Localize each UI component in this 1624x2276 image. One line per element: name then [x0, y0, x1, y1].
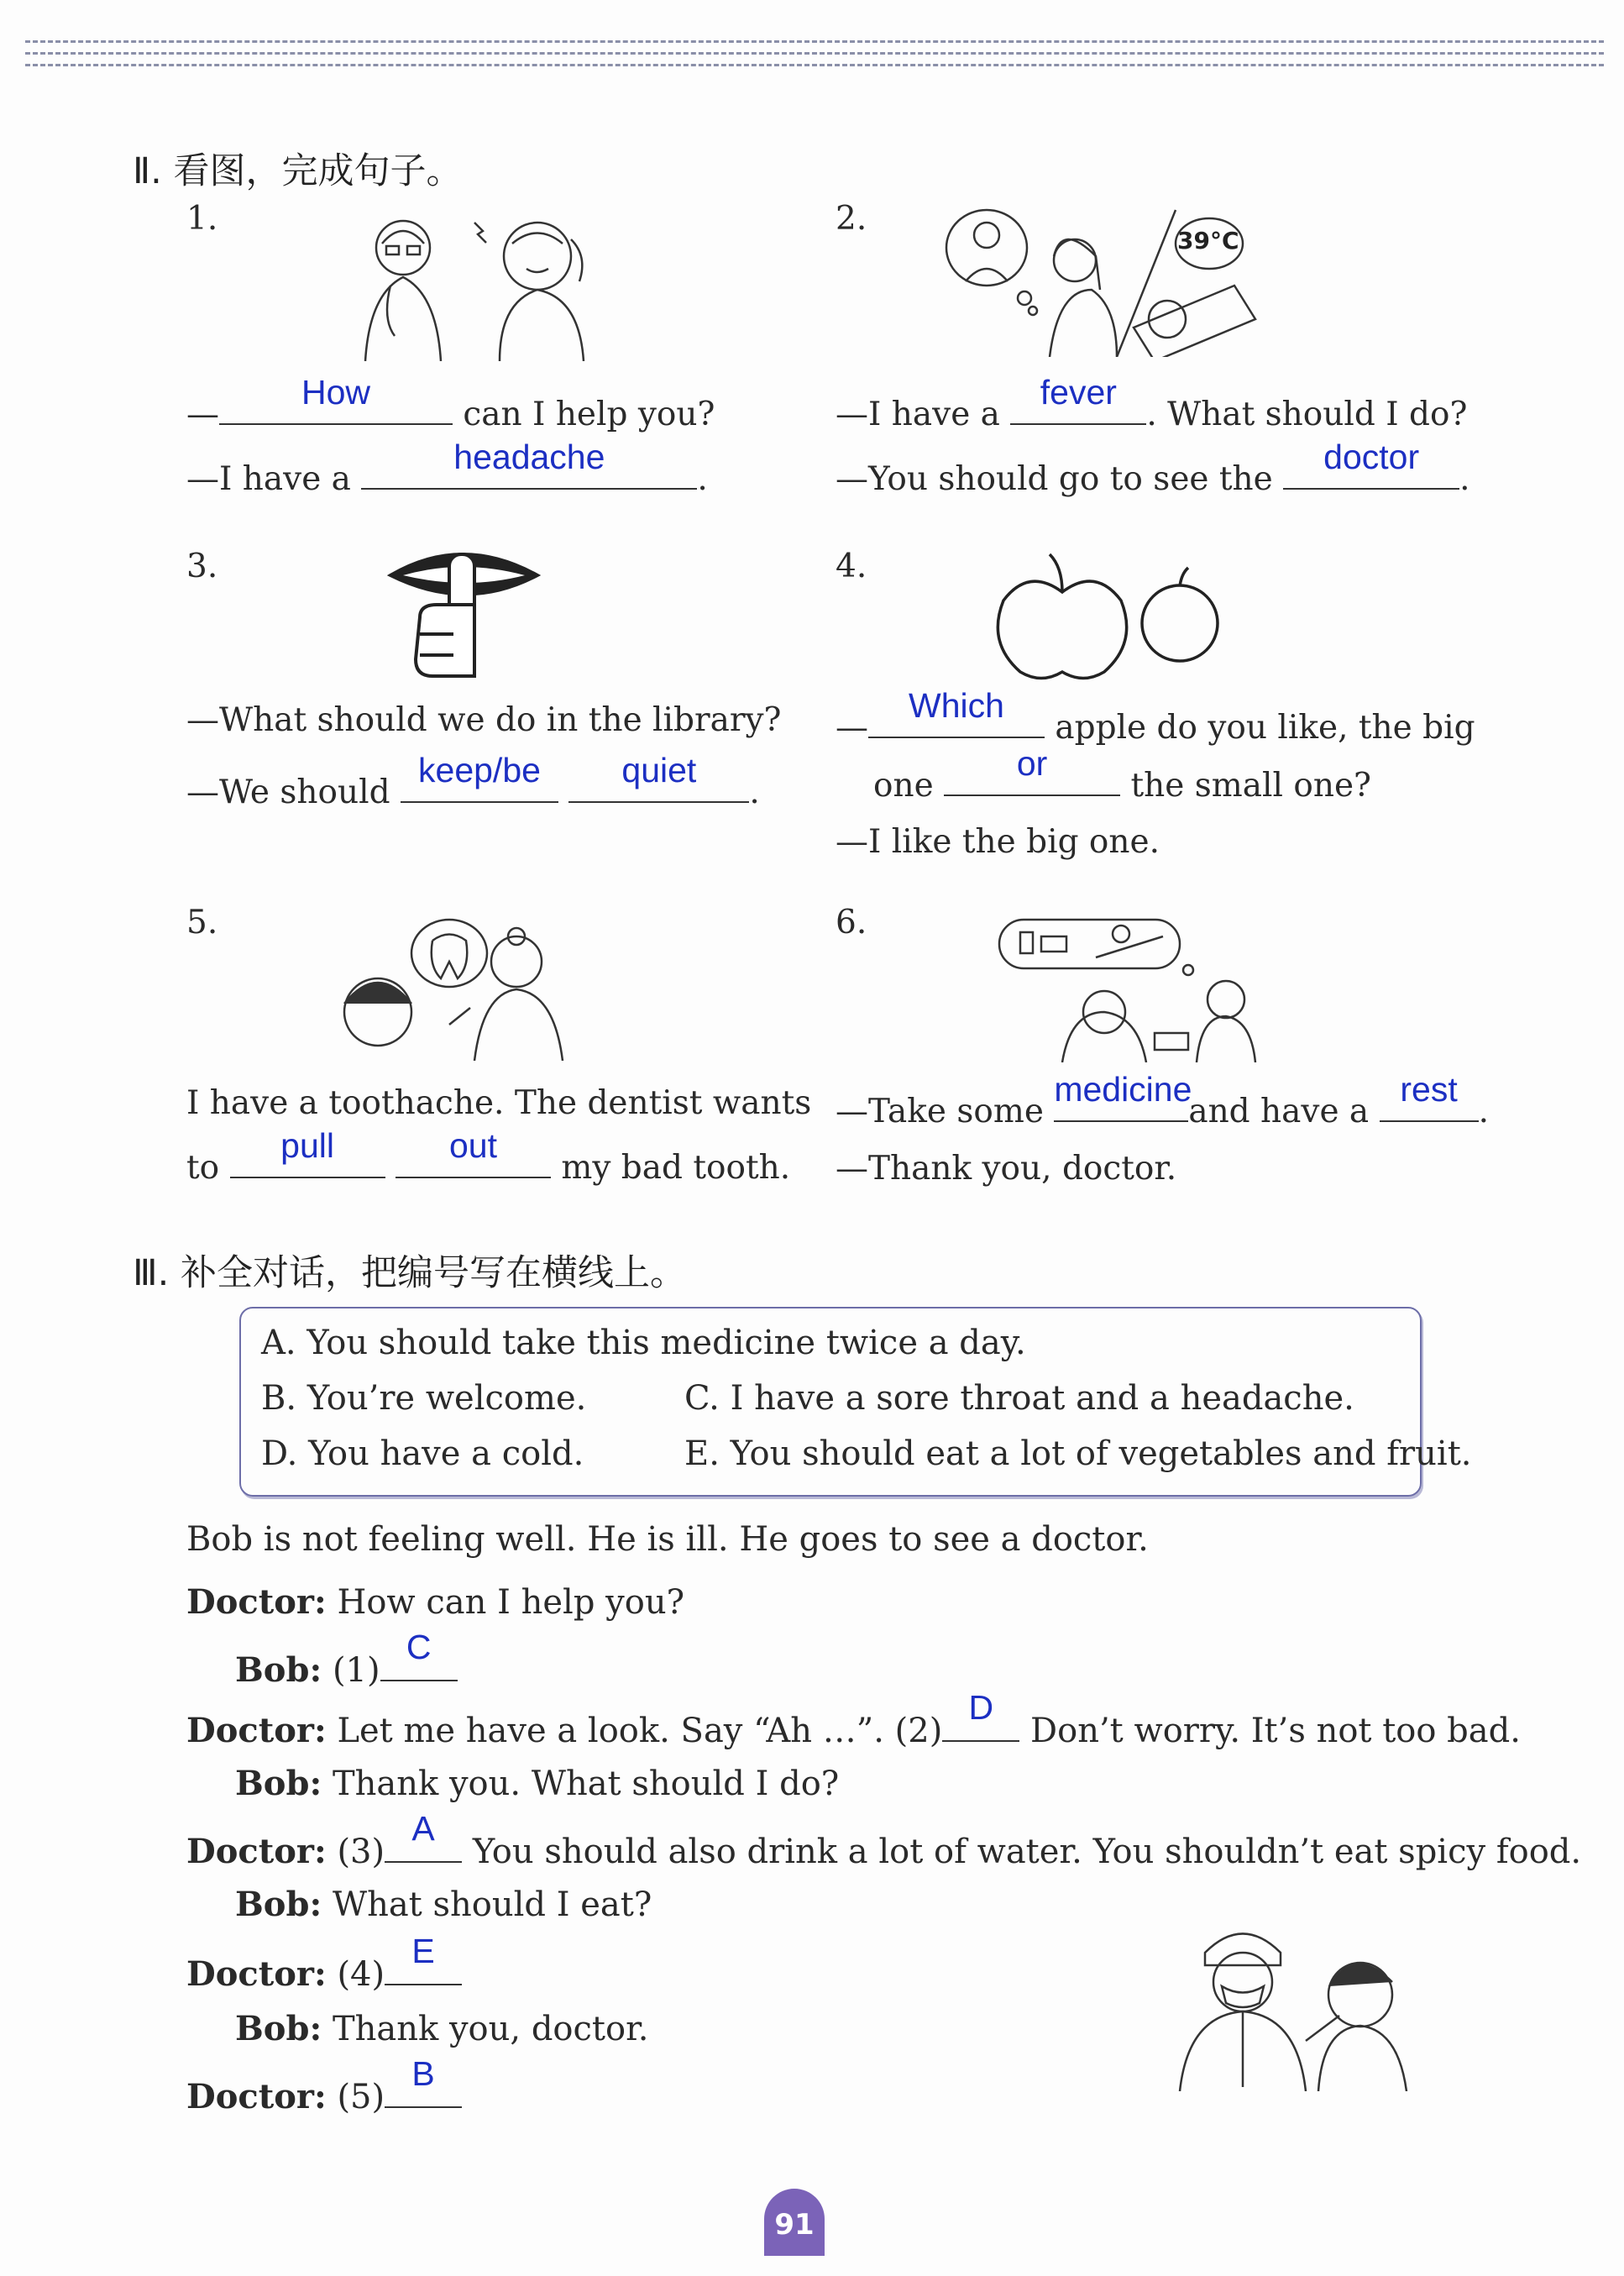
bob-line-1	[235, 1628, 458, 1690]
speaker-doctor: Doctor:	[186, 1832, 327, 1871]
item-2-line-2	[836, 438, 1470, 501]
answer-text: or	[1016, 744, 1048, 783]
answer-text: C	[406, 1628, 432, 1666]
item-5-line-2	[186, 1126, 791, 1189]
option-c: C. I have a sore throat and a headache.	[684, 1379, 1354, 1418]
dialog-text: (4)	[337, 1955, 385, 1994]
answer-blank[interactable]	[1380, 1070, 1479, 1122]
option-a: A. You should take this medicine twice a day.	[261, 1324, 1026, 1362]
item-5-line-1: I have a toothache. The dentist wants	[186, 1084, 812, 1122]
dialog-text: (1)	[332, 1651, 380, 1690]
option-e: E. You should eat a lot of vegetables and fruit.	[684, 1434, 1472, 1473]
answer-blank[interactable]	[568, 751, 749, 803]
option-d: D. You have a cold.	[261, 1434, 584, 1473]
item-4-line-2	[873, 744, 1371, 807]
answer-text: doctor	[1323, 438, 1420, 476]
speaker-doctor: Doctor:	[186, 2077, 327, 2116]
top-dashed-rule	[25, 52, 1604, 55]
page-number-badge: 91	[764, 2189, 825, 2256]
thermometer-reading: 39°C	[1177, 227, 1239, 254]
item-6-number: 6.	[836, 904, 867, 941]
answer-blank[interactable]	[385, 1809, 462, 1863]
doctor-line-5	[186, 2054, 462, 2116]
answer-blank[interactable]	[868, 686, 1045, 738]
section-2-title: Ⅱ. 看图，完成句子。	[133, 150, 463, 192]
period: .	[1459, 460, 1470, 498]
item-5-number: 5.	[186, 904, 218, 941]
speaker-doctor: Doctor:	[186, 1711, 327, 1750]
sentence-text: . What should I do?	[1146, 396, 1468, 433]
doctor-prescribes-rest-illustration	[995, 915, 1264, 1062]
answer-blank[interactable]	[1010, 373, 1146, 425]
answer-text: medicine	[1054, 1070, 1192, 1109]
answer-blank[interactable]	[944, 744, 1120, 796]
speaker-bob: Bob:	[235, 2009, 322, 2048]
doctor-line-3	[186, 1809, 1582, 1871]
dialog-text: Thank you. What should I do?	[332, 1765, 840, 1803]
answer-text: quiet	[621, 751, 697, 789]
answer-text: Which	[909, 686, 1004, 725]
speaker-doctor: Doctor:	[186, 1954, 327, 1994]
item-6-line-2: —Thank you, doctor.	[836, 1150, 1177, 1188]
answer-blank[interactable]	[385, 2054, 462, 2108]
doctor-line-4	[186, 1932, 462, 1994]
item-3-number: 3.	[186, 548, 218, 585]
bob-line-4	[235, 2009, 649, 2048]
item-2-number: 2.	[836, 200, 867, 238]
dialog-text: Let me have a look. Say “Ah …”. (2)	[337, 1712, 943, 1750]
period: .	[1478, 1093, 1489, 1130]
dialog-text: Thank you, doctor.	[332, 2010, 649, 2048]
bob-line-2	[235, 1764, 839, 1803]
answer-text: How	[301, 373, 371, 412]
doctor-line-1	[186, 1582, 684, 1622]
period: .	[749, 774, 760, 811]
fever-thought-bubble-illustration	[940, 202, 1260, 357]
answer-text: pull	[280, 1126, 334, 1165]
answer-text: D	[968, 1688, 994, 1727]
speaker-doctor: Doctor:	[186, 1582, 327, 1622]
answer-text: keep/be	[418, 751, 541, 789]
answer-text: B	[411, 2054, 435, 2093]
sentence-text: my bad tooth.	[561, 1149, 791, 1187]
answer-blank[interactable]	[385, 1932, 462, 1985]
dialog-text: (3)	[337, 1833, 385, 1871]
option-b: B. You’re welcome.	[261, 1379, 587, 1418]
answer-blank[interactable]	[361, 438, 697, 490]
item-1-line-2	[186, 438, 708, 501]
quiet-finger-on-lips-icon	[386, 538, 542, 684]
doctor-examining-boy-illustration	[1171, 1915, 1423, 2091]
speaker-bob: Bob:	[235, 1764, 322, 1803]
dialog-text: Don’t worry. It’s not too bad.	[1030, 1712, 1521, 1750]
bob-line-3	[235, 1885, 652, 1924]
item-4-line-3: —I like the big one.	[836, 823, 1160, 861]
dialog-text: You should also drink a lot of water. You shouldn’t eat spicy food.	[472, 1833, 1582, 1871]
dash: —	[186, 396, 219, 433]
answer-text: A	[411, 1809, 435, 1848]
item-2-line-1	[836, 373, 1468, 436]
dialog-text: (5)	[337, 2078, 385, 2116]
answer-text: rest	[1400, 1070, 1458, 1109]
dialog-text: What should I eat?	[332, 1885, 652, 1924]
item-4-number: 4.	[836, 548, 867, 585]
section-3-title: Ⅲ. 补全对话，把编号写在横线上。	[133, 1252, 686, 1294]
sentence-text: the small one?	[1130, 767, 1371, 805]
top-dashed-rule	[25, 40, 1604, 43]
sentence-text: —I have a	[836, 396, 1000, 433]
answer-text: headache	[453, 438, 605, 476]
answer-text: E	[411, 1932, 435, 1970]
answer-blank[interactable]	[219, 373, 453, 425]
item-4-line-1	[836, 686, 1475, 749]
dialog-text: How can I help you?	[337, 1583, 685, 1622]
item-3-line-1: —What should we do in the library?	[186, 701, 782, 739]
sentence-text: and have a	[1188, 1093, 1370, 1130]
item-1-line-1	[186, 373, 715, 436]
speaker-bob: Bob:	[235, 1885, 322, 1924]
doctor-patient-headache-illustration	[332, 206, 630, 361]
period: .	[697, 460, 708, 498]
dentist-toothache-illustration	[332, 911, 592, 1061]
options-box	[239, 1307, 1472, 1497]
answer-blank[interactable]	[396, 1126, 551, 1178]
sentence-text: —You should go to see the	[836, 460, 1273, 498]
item-3-line-2	[186, 751, 760, 814]
item-1-number: 1.	[186, 200, 218, 238]
answer-text: fever	[1040, 373, 1117, 412]
sentence-text: —We should	[186, 774, 390, 811]
answer-text: out	[448, 1126, 497, 1165]
speaker-bob: Bob:	[235, 1650, 322, 1690]
answer-blank[interactable]	[1054, 1070, 1192, 1122]
sentence-text: —Take some	[836, 1093, 1044, 1130]
answer-blank[interactable]	[942, 1688, 1019, 1742]
sentence-text: —I have a	[186, 460, 351, 498]
doctor-line-2	[186, 1688, 1521, 1750]
dash: —	[836, 709, 868, 747]
sentence-text: to	[186, 1149, 220, 1187]
big-and-small-apple-illustration	[995, 546, 1222, 680]
answer-blank[interactable]	[380, 1628, 458, 1681]
dialog-intro: Bob is not feeling well. He is ill. He goes to see a doctor.	[186, 1520, 1149, 1559]
top-dashed-rule	[25, 64, 1604, 66]
answer-blank[interactable]	[230, 1126, 385, 1178]
sentence-text: apple do you like, the big	[1055, 709, 1475, 747]
answer-blank[interactable]	[1283, 438, 1459, 490]
sentence-text: one	[873, 767, 934, 805]
item-6-line-1	[836, 1070, 1489, 1133]
answer-blank[interactable]	[401, 751, 558, 803]
sentence-text: can I help you?	[463, 396, 715, 433]
